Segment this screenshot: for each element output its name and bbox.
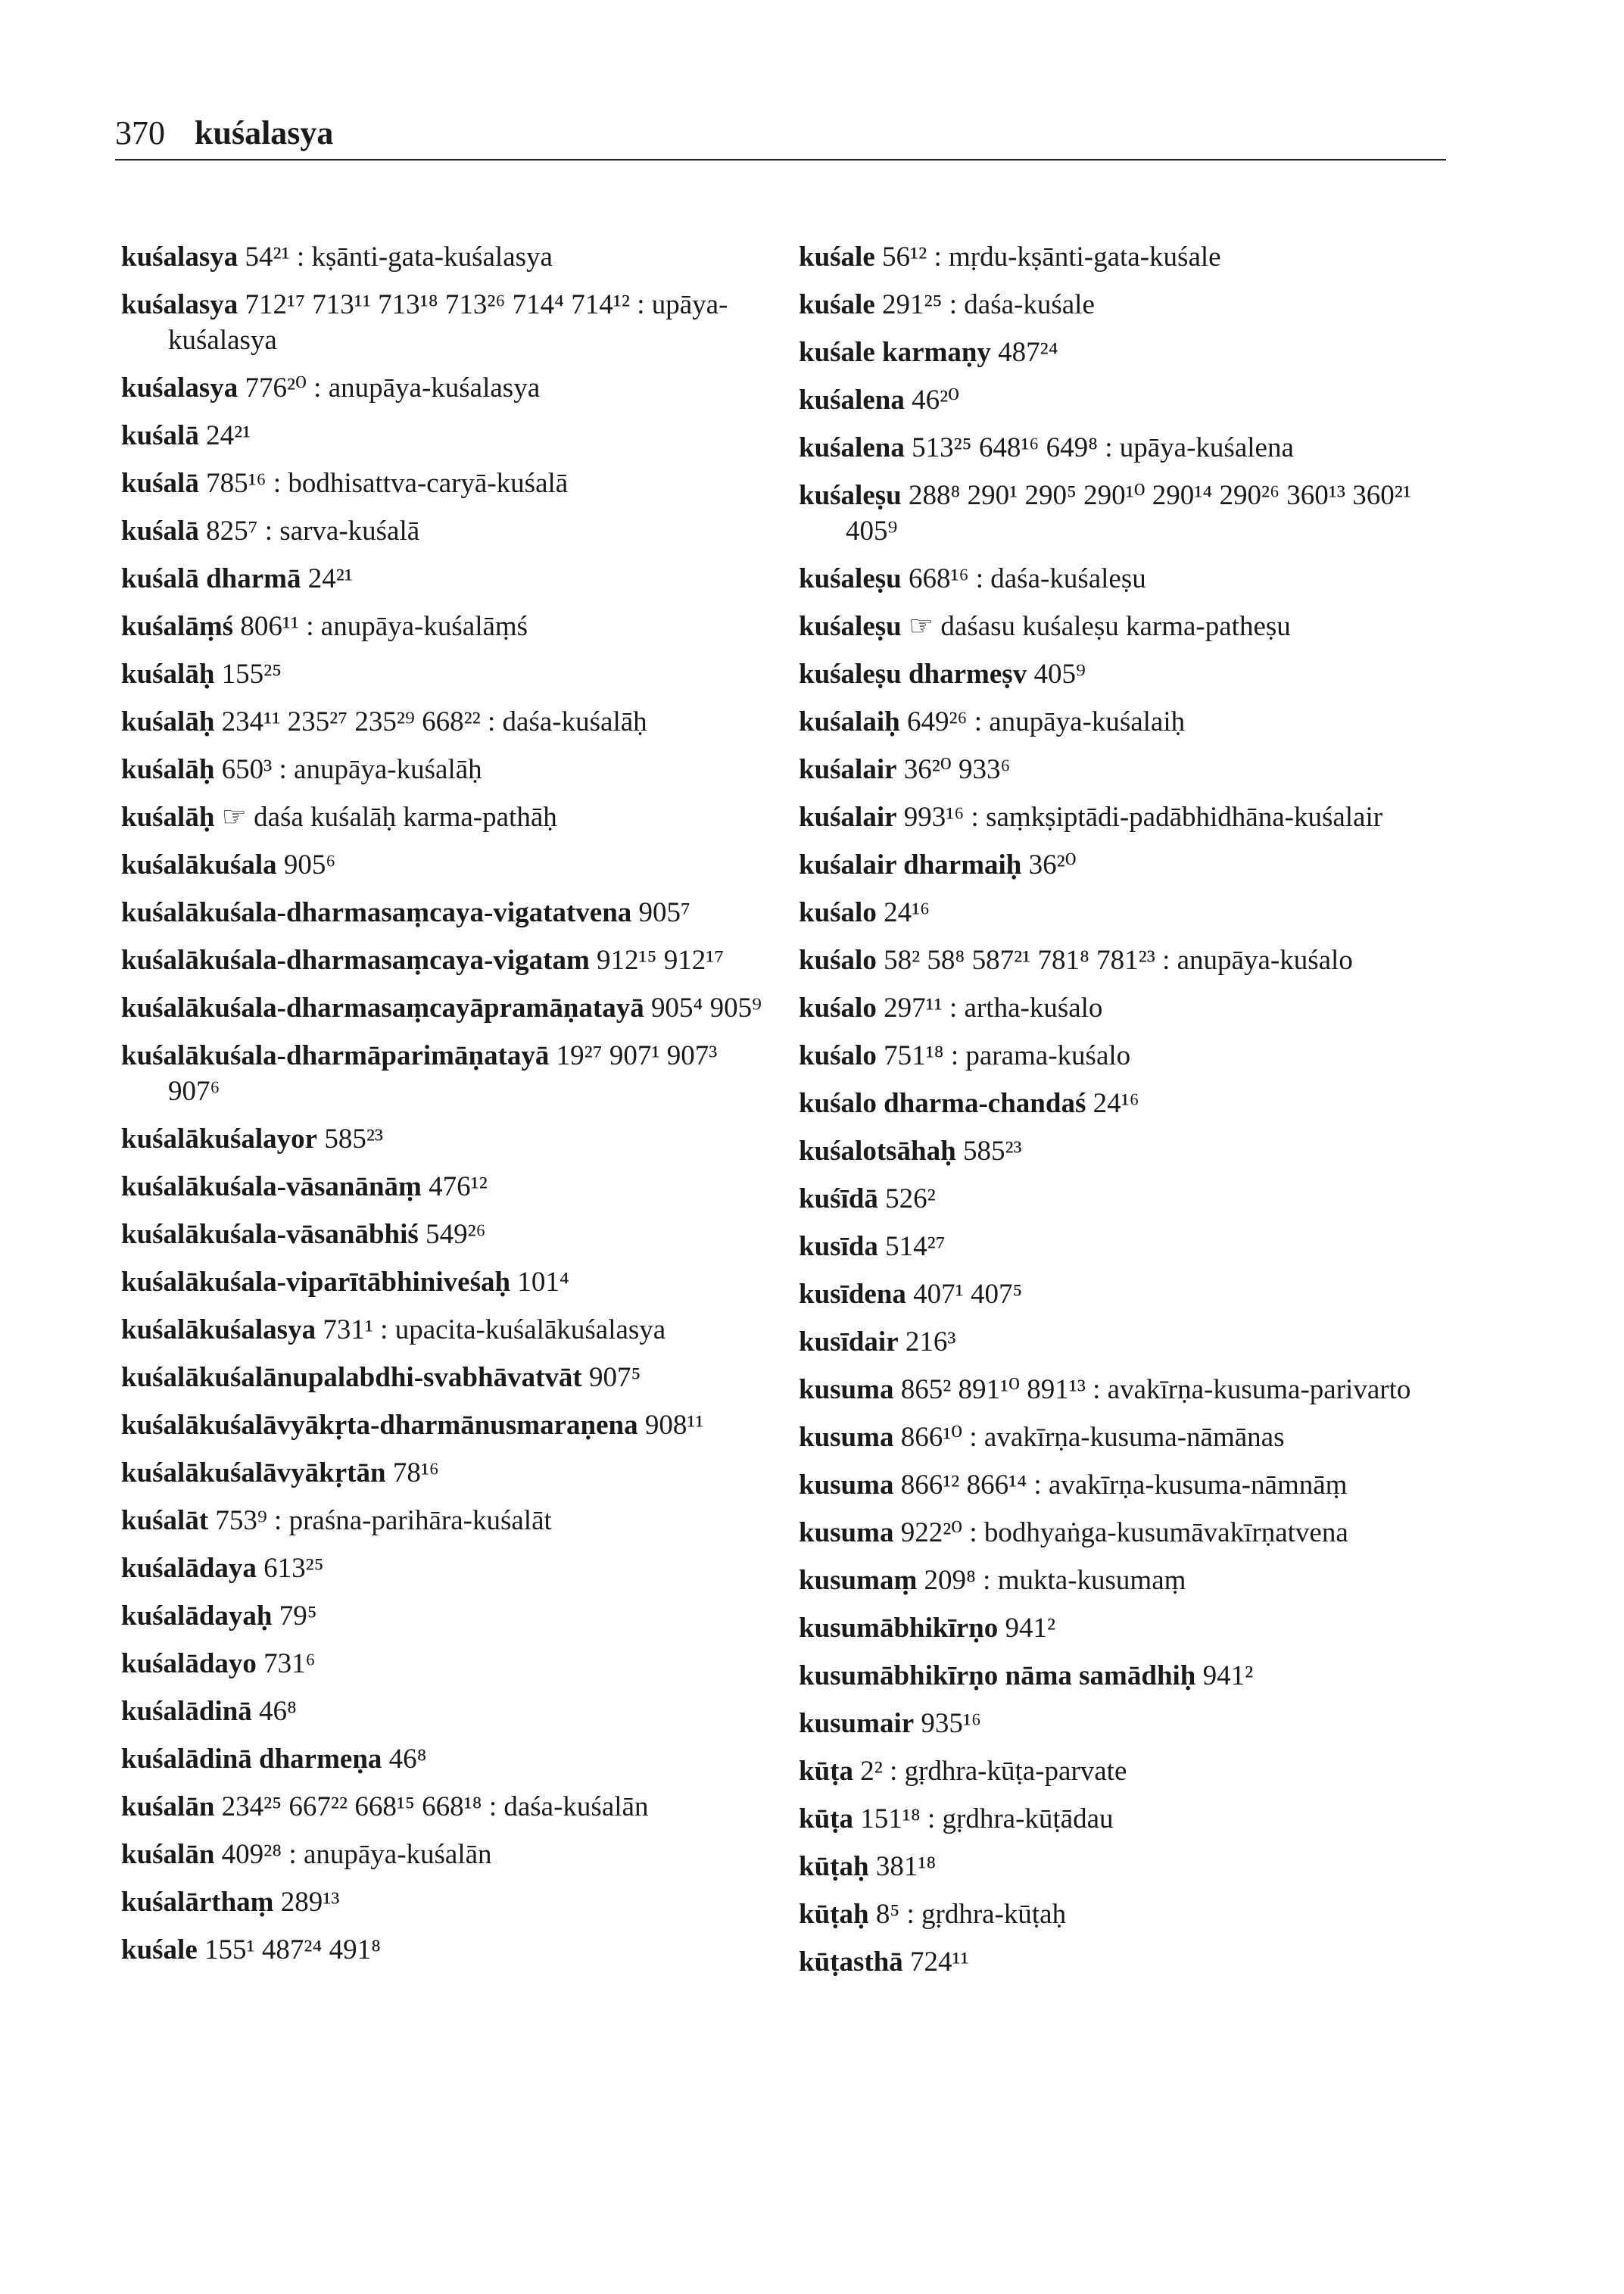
entry-headword: kuśalākuśala-dharmasaṃcaya-vigatam xyxy=(121,945,590,976)
entry-headword: kuśalākuśala-dharmāparimāṇatayā xyxy=(121,1040,550,1071)
entry-headword: kuśalādaya xyxy=(121,1553,257,1584)
index-entry xyxy=(799,1420,1450,1455)
entry-headword: kuśale karmaṇy xyxy=(799,337,991,368)
index-entry xyxy=(799,1276,1450,1312)
index-entry xyxy=(121,656,772,692)
entry-references: 56¹² : mṛdu-kṣānti-gata-kuśale xyxy=(882,242,1221,273)
entry-references: 54²¹ : kṣānti-gata-kuśalasya xyxy=(245,242,553,273)
entry-references: 409²⁸ : anupāya-kuśalān xyxy=(221,1839,492,1870)
entry-references: 753⁹ : praśna-parihāra-kuśalāt xyxy=(215,1505,552,1536)
entry-headword: kuśalākuśala-vāsanābhiś xyxy=(121,1219,419,1250)
header-rule xyxy=(115,159,1446,161)
index-entry xyxy=(121,370,772,406)
entry-references: 912¹⁵ 912¹⁷ xyxy=(597,945,725,976)
entry-references: 941² xyxy=(1202,1660,1254,1691)
index-entry xyxy=(121,1455,772,1491)
entry-headword: kuśalādayaḥ xyxy=(121,1601,273,1632)
entry-references: 731¹ : upacita-kuśalākuśalasya xyxy=(323,1314,666,1345)
entry-references: 24²¹ xyxy=(206,420,251,451)
index-entry xyxy=(799,335,1450,370)
index-entry xyxy=(121,1169,772,1205)
entry-headword: kuśalādinā dharmeṇa xyxy=(121,1744,382,1775)
entry-references: 585²³ xyxy=(962,1136,1022,1167)
index-entry xyxy=(799,656,1450,692)
index-entry xyxy=(799,1038,1450,1074)
entry-references: 806¹¹ : anupāya-kuśalāṃś xyxy=(240,611,528,642)
index-entry xyxy=(121,287,772,358)
entry-headword: kusumābhikīrṇo xyxy=(799,1613,999,1644)
entry-references: 649²⁶ : anupāya-kuśalaiḥ xyxy=(906,706,1186,737)
entry-references: 712¹⁷ 713¹¹ 713¹⁸ 713²⁶ 714⁴ 714¹² : upāya-kuśalasya xyxy=(168,289,728,356)
entry-headword: kusīdair xyxy=(799,1326,899,1357)
index-entry xyxy=(799,430,1450,466)
entry-references: 8⁵ : gṛdhra-kūṭaḥ xyxy=(875,1899,1067,1930)
index-entry xyxy=(121,1407,772,1443)
entry-headword: kuśalo xyxy=(799,993,877,1024)
entry-references: 155¹ 487²⁴ 491⁸ xyxy=(204,1934,381,1965)
entry-references: 487²⁴ xyxy=(998,337,1058,368)
entry-references: 101⁴ xyxy=(517,1267,569,1298)
index-entry xyxy=(799,609,1450,644)
entry-references: 151¹⁸ : gṛdhra-kūṭādau xyxy=(860,1803,1114,1834)
index-entry xyxy=(121,943,772,978)
index-entry xyxy=(121,1884,772,1920)
entry-references: 46²⁰ xyxy=(912,385,960,416)
entry-headword: kusuma xyxy=(799,1374,894,1405)
entry-headword: kuśalo xyxy=(799,1040,877,1071)
index-entry xyxy=(121,1038,772,1109)
entry-references: 36²⁰ 933⁶ xyxy=(903,754,1011,785)
entry-headword: kuśalāḥ xyxy=(121,659,215,690)
entry-references: 289¹³ xyxy=(280,1887,340,1918)
entry-references: 476¹² xyxy=(429,1171,488,1202)
index-entry xyxy=(121,1551,772,1586)
index-entry xyxy=(799,799,1450,835)
entry-headword: kuśalākuśala-vāsanānāṃ xyxy=(121,1171,422,1202)
entry-headword: kūṭaḥ xyxy=(799,1899,869,1930)
entry-headword: kuśalāḥ xyxy=(121,802,215,833)
entry-references: ☞ daśa kuśalāḥ karma-pathāḥ xyxy=(221,802,557,833)
index-entry xyxy=(799,478,1450,549)
entry-headword: kūṭasthā xyxy=(799,1946,903,1978)
entry-references: 216³ xyxy=(905,1326,956,1357)
entry-headword: kuśaleṣu dharmeṣv xyxy=(799,659,1027,690)
entry-references: 291²⁵ : daśa-kuśale xyxy=(882,289,1095,320)
entry-headword: kuśalādayo xyxy=(121,1648,257,1679)
entry-headword: kusumaṃ xyxy=(799,1565,918,1596)
entry-references: 941² xyxy=(1005,1613,1056,1644)
index-entry xyxy=(799,895,1450,930)
index-entry xyxy=(799,847,1450,883)
entry-references: 905⁶ xyxy=(283,849,336,881)
index-entry xyxy=(799,1610,1450,1646)
index-entry xyxy=(121,1741,772,1777)
entry-references: 526² xyxy=(885,1183,936,1214)
entry-references: 19²⁷ 907¹ 907³ 907⁶ xyxy=(168,1040,725,1107)
entry-references: 905⁴ 905⁹ xyxy=(651,993,762,1024)
index-entry xyxy=(799,287,1450,323)
entry-headword: kuśalasya xyxy=(121,242,238,273)
entry-headword: kusumābhikīrṇo nāma samādhiḥ xyxy=(799,1660,1196,1691)
index-entry xyxy=(799,752,1450,787)
index-entry xyxy=(799,1324,1450,1360)
entry-references: 776²⁰ : anupāya-kuśalasya xyxy=(245,372,541,404)
index-entry xyxy=(799,239,1450,275)
entry-headword: kusumair xyxy=(799,1708,915,1739)
entry-headword: kuśale xyxy=(121,1934,198,1965)
entry-headword: kuśaleṣu xyxy=(799,480,902,511)
entry-references: 907⁵ xyxy=(588,1362,641,1393)
index-entry xyxy=(799,1658,1450,1694)
index-entry xyxy=(121,561,772,597)
entry-references: 381¹⁸ xyxy=(875,1851,937,1882)
entry-references: 905⁷ xyxy=(638,897,690,928)
entry-headword: kuśalā xyxy=(121,468,199,499)
entry-references: 785¹⁶ : bodhisattva-caryā-kuśalā xyxy=(206,468,569,499)
entry-headword: kusuma xyxy=(799,1517,894,1548)
index-entry xyxy=(799,1897,1450,1932)
entry-headword: kusuma xyxy=(799,1422,894,1453)
right-column xyxy=(799,239,1450,1992)
index-entry xyxy=(799,1133,1450,1169)
entry-headword: kuśalākuśalāvyākṛta-dharmānusmaraṇena xyxy=(121,1410,638,1441)
entry-references: 36²⁰ xyxy=(1028,849,1077,881)
index-entry xyxy=(121,418,772,454)
entry-headword: kuśalākuśala xyxy=(121,849,277,881)
index-entry xyxy=(799,1181,1450,1217)
entry-headword: kuśale xyxy=(799,242,875,273)
index-entry xyxy=(121,1503,772,1538)
entry-headword: kuśalān xyxy=(121,1839,215,1870)
entry-references: 514²⁷ xyxy=(885,1231,946,1262)
index-entry xyxy=(121,1932,772,1968)
left-column xyxy=(121,239,772,1980)
entry-references: 407¹ 407⁵ xyxy=(913,1279,1023,1310)
entry-references: 650³ : anupāya-kuśalāḥ xyxy=(221,754,482,785)
running-head xyxy=(115,112,333,154)
entry-headword: kuśalāt xyxy=(121,1505,209,1536)
entry-references: 234²⁵ 667²² 668¹⁵ 668¹⁸ : daśa-kuśalān xyxy=(221,1791,649,1822)
entry-headword: kuśalākuśalayor xyxy=(121,1124,318,1155)
index-entry xyxy=(799,1086,1450,1121)
index-entry xyxy=(121,513,772,549)
index-entry xyxy=(121,1217,772,1252)
index-entry xyxy=(799,943,1450,978)
entry-references: 866¹⁰ : avakīrṇa-kusuma-nāmānas xyxy=(900,1422,1285,1453)
entry-references: 613²⁵ xyxy=(263,1553,324,1584)
index-entry xyxy=(121,1598,772,1634)
entry-references: 731⁶ xyxy=(263,1648,316,1679)
index-entry xyxy=(121,799,772,835)
index-entry xyxy=(799,1515,1450,1551)
index-entry xyxy=(121,1694,772,1729)
entry-references: 922²⁰ : bodhyaṅga-kusumāvakīrṇatvena xyxy=(900,1517,1348,1548)
entry-headword: kuśalo xyxy=(799,897,877,928)
index-entry xyxy=(121,752,772,787)
entry-headword: kūṭaḥ xyxy=(799,1851,869,1882)
entry-references: 865² 891¹⁰ 891¹³ : avakīrṇa-kusuma-parivarto xyxy=(900,1374,1411,1405)
entry-headword: kuśaleṣu xyxy=(799,563,902,594)
entry-headword: kuśalair dharmaiḥ xyxy=(799,849,1022,881)
index-entry xyxy=(799,1849,1450,1884)
entry-references: ☞ daśasu kuśaleṣu karma-patheṣu xyxy=(908,611,1291,642)
entry-headword: kuśalo dharma-chandaś xyxy=(799,1088,1086,1119)
index-entry xyxy=(799,1372,1450,1407)
index-entry xyxy=(121,1360,772,1395)
index-entry xyxy=(799,1229,1450,1264)
entry-headword: kuśalaiḥ xyxy=(799,706,900,737)
entry-headword: kuśalena xyxy=(799,432,905,463)
index-entry xyxy=(121,1789,772,1825)
entry-headword: kuśīdā xyxy=(799,1183,878,1214)
entry-headword: kuśalā xyxy=(121,516,199,547)
entry-references: 24²¹ xyxy=(307,563,353,594)
index-entry xyxy=(121,1312,772,1348)
entry-headword: kuśalākuśala-viparītābhiniveśaḥ xyxy=(121,1267,511,1298)
entry-references: 155²⁵ xyxy=(221,659,282,690)
index-entry xyxy=(799,561,1450,597)
entry-references: 585²³ xyxy=(324,1124,384,1155)
entry-headword: kuśaleṣu xyxy=(799,611,902,642)
entry-headword: kuśalāḥ xyxy=(121,706,215,737)
index-entry xyxy=(799,1753,1450,1789)
entry-references: 549²⁶ xyxy=(425,1219,486,1250)
entry-references: 46⁸ xyxy=(388,1744,427,1775)
entry-references: 78¹⁶ xyxy=(392,1457,439,1488)
entry-headword: kuśalādinā xyxy=(121,1696,252,1727)
entry-references: 513²⁵ 648¹⁶ 649⁸ : upāya-kuśalena xyxy=(912,432,1294,463)
entry-headword: kuśalā xyxy=(121,420,199,451)
entry-references: 234¹¹ 235²⁷ 235²⁹ 668²² : daśa-kuśalāḥ xyxy=(221,706,647,737)
entry-references: 46⁸ xyxy=(259,1696,297,1727)
index-entry xyxy=(121,1121,772,1157)
entry-headword: kuśalair xyxy=(799,802,897,833)
entry-references: 2² : gṛdhra-kūṭa-parvate xyxy=(860,1756,1127,1787)
index-entry xyxy=(121,1264,772,1300)
entry-references: 297¹¹ : artha-kuśalo xyxy=(884,993,1103,1024)
entry-headword: kuśalāḥ xyxy=(121,754,215,785)
entry-headword: kūṭa xyxy=(799,1803,853,1834)
entry-references: 79⁵ xyxy=(279,1601,317,1632)
index-entry xyxy=(799,1944,1450,1980)
index-entry xyxy=(121,239,772,275)
index-entry xyxy=(121,847,772,883)
entry-references: 751¹⁸ : parama-kuśalo xyxy=(884,1040,1131,1071)
entry-headword: kuśalākuśalāvyākṛtān xyxy=(121,1457,386,1488)
entry-references: 825⁷ : sarva-kuśalā xyxy=(206,516,420,547)
entry-headword: kuśale xyxy=(799,289,875,320)
index-entry xyxy=(121,704,772,740)
entry-headword: kuśalasya xyxy=(121,372,238,404)
index-entry xyxy=(121,1646,772,1682)
entry-headword: kuśalair xyxy=(799,754,897,785)
entry-headword: kusīdena xyxy=(799,1279,906,1310)
index-entry xyxy=(799,1563,1450,1598)
index-entry xyxy=(121,1837,772,1872)
index-entry xyxy=(799,1467,1450,1503)
entry-references: 935¹⁶ xyxy=(921,1708,981,1739)
entry-references: 724¹¹ xyxy=(910,1946,969,1978)
entry-references: 668¹⁶ : daśa-kuśaleṣu xyxy=(908,563,1146,594)
index-entry xyxy=(799,1706,1450,1741)
index-entry xyxy=(121,466,772,501)
entry-headword: kuśalena xyxy=(799,385,905,416)
entry-headword: kuśalā dharmā xyxy=(121,563,301,594)
entry-headword: kuśalo xyxy=(799,945,877,976)
entry-references: 993¹⁶ : saṃkṣiptādi-padābhidhāna-kuśalair xyxy=(903,802,1383,833)
index-entry xyxy=(121,609,772,644)
entry-headword: kuśalārthaṃ xyxy=(121,1887,274,1918)
entry-references: 209⁸ : mukta-kusumaṃ xyxy=(924,1565,1186,1596)
running-headword: kuśalasya xyxy=(195,114,334,151)
entry-references: 288⁸ 290¹ 290⁵ 290¹⁰ 290¹⁴ 290²⁶ 360¹³ 360²¹ 405⁹ xyxy=(846,480,1419,547)
entry-headword: kusīda xyxy=(799,1231,878,1262)
entry-headword: kuśalākuśalasya xyxy=(121,1314,316,1345)
entry-headword: kuśalāṃś xyxy=(121,611,234,642)
index-entry xyxy=(799,990,1450,1026)
entry-headword: kuśalasya xyxy=(121,289,238,320)
entry-references: 24¹⁶ xyxy=(884,897,930,928)
entry-references: 908¹¹ xyxy=(644,1410,704,1441)
entry-headword: kuśalākuśala-dharmasaṃcaya-vigatatvena xyxy=(121,897,632,928)
index-entry xyxy=(799,382,1450,418)
entry-references: 58² 58⁸ 587²¹ 781⁸ 781²³ : anupāya-kuśalo xyxy=(884,945,1353,976)
entry-headword: kusuma xyxy=(799,1470,894,1501)
entry-headword: kuśalākuśala-dharmasaṃcayāpramāṇatayā xyxy=(121,993,644,1024)
entry-headword: kuśalākuśalānupalabdhi-svabhāvatvāt xyxy=(121,1362,582,1393)
entry-references: 405⁹ xyxy=(1033,659,1086,690)
entry-headword: kuśalotsāhaḥ xyxy=(799,1136,956,1167)
index-entry xyxy=(799,704,1450,740)
entry-references: 24¹⁶ xyxy=(1093,1088,1139,1119)
index-entry xyxy=(121,990,772,1026)
entry-references: 866¹² 866¹⁴ : avakīrṇa-kusuma-nāmnāṃ xyxy=(900,1470,1348,1501)
index-entry xyxy=(799,1801,1450,1837)
page-number: 370 xyxy=(115,114,165,151)
index-entry xyxy=(121,895,772,930)
entry-headword: kūṭa xyxy=(799,1756,853,1787)
entry-headword: kuśalān xyxy=(121,1791,215,1822)
